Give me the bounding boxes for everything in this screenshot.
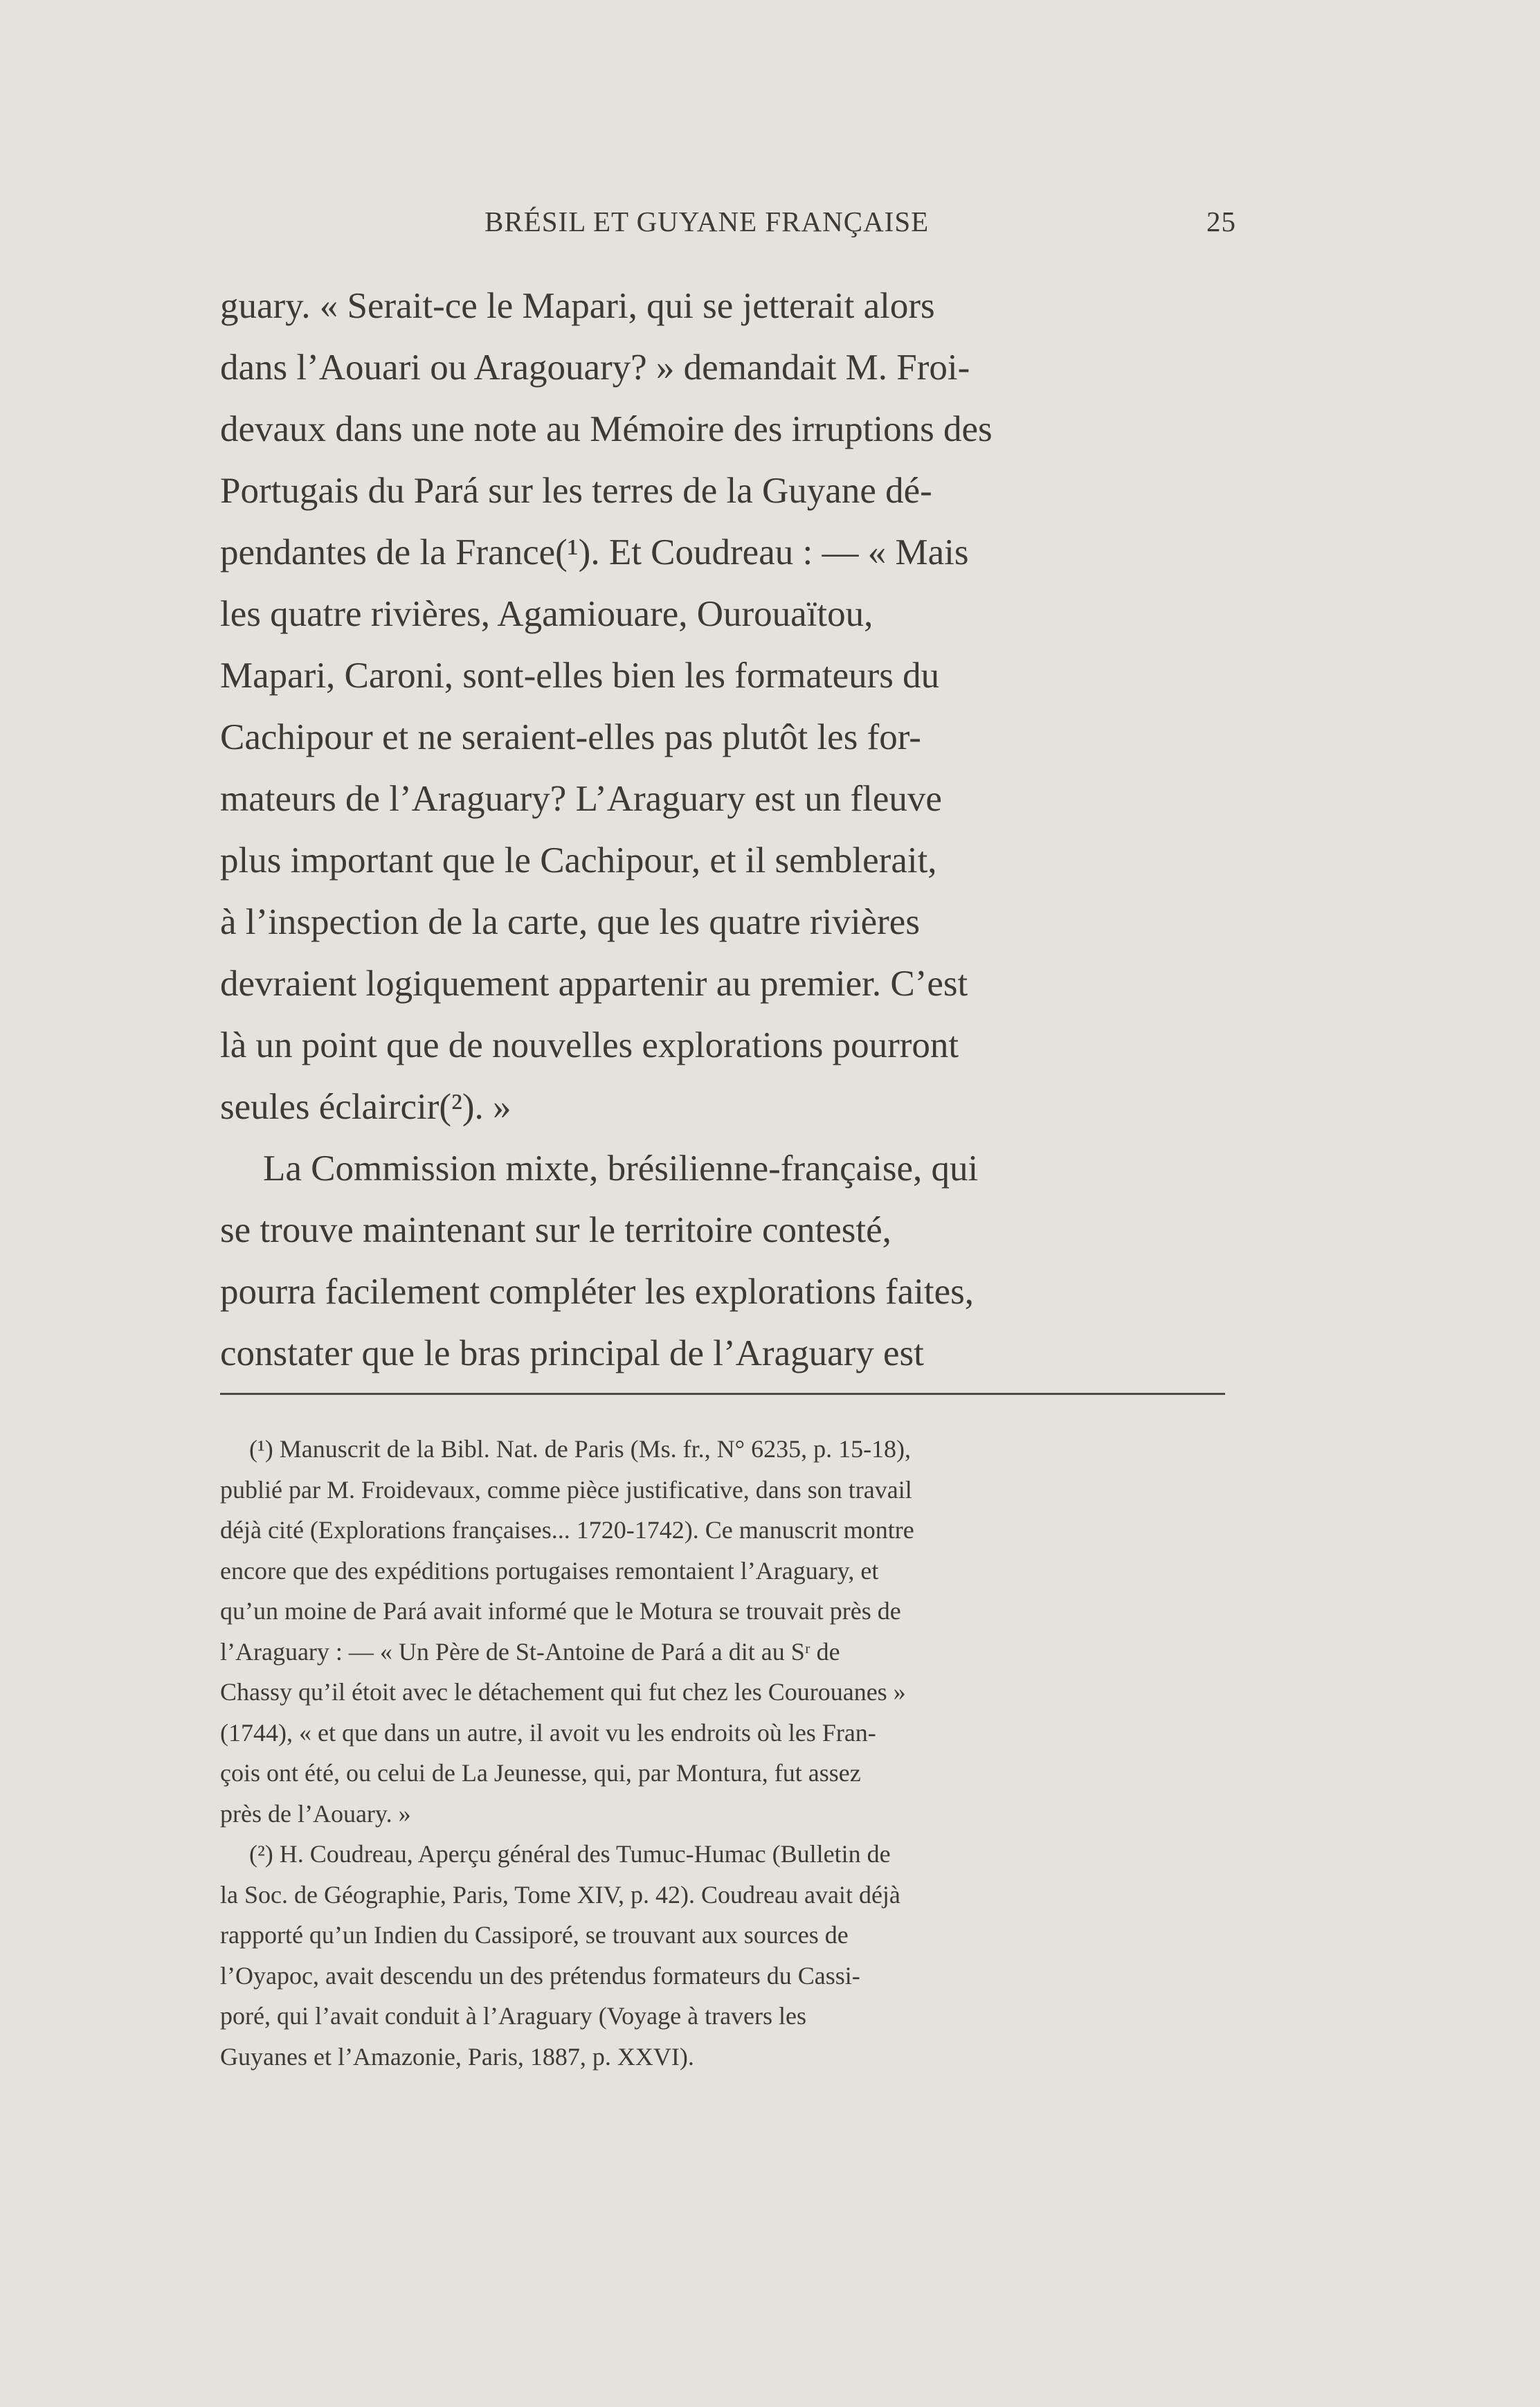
body-line: dans l’Aouari ou Aragouary? » demandait M. Froi- [220, 348, 970, 388]
footnote-line: qu’un moine de Pará avait informé que le Motura se trouvait près de [220, 1597, 901, 1625]
footnote-line: l’Araguary : — « Un Père de St-Antoine de Pará a dit au Sʳ de [220, 1637, 840, 1666]
body-line: guary. « Serait-ce le Mapari, qui se jetterait alors [220, 286, 935, 326]
footnote-line: çois ont été, ou celui de La Jeunesse, qui, par Montura, fut assez [220, 1759, 861, 1787]
footnote-line: près de l’Aouary. » [220, 1799, 411, 1828]
footnote-line: Guyanes et l’Amazonie, Paris, 1887, p. XXVI). [220, 2042, 694, 2071]
body-line: à l’inspection de la carte, que les quatre rivières [220, 902, 920, 942]
footnote-line: l’Oyapoc, avait descendu un des prétendus formateurs du Cassi- [220, 1961, 860, 1990]
footnote-line: (1744), « et que dans un autre, il avoit vu les endroits où les Fran- [220, 1718, 876, 1747]
body-line: La Commission mixte, brésilienne-française, qui [263, 1148, 979, 1189]
body-line: constater que le bras principal de l’Araguary est [220, 1333, 924, 1373]
footnote-line: poré, qui l’avait conduit à l’Araguary (Voyage à travers les [220, 2002, 807, 2030]
body-line: se trouve maintenant sur le territoire contesté, [220, 1210, 891, 1250]
footnote-line: (²) H. Coudreau, Aperçu général des Tumuc-Humac (Bulletin de [249, 1840, 891, 1868]
body-line: là un point que de nouvelles explorations pourront [220, 1025, 959, 1065]
footnote-line: publié par M. Froidevaux, comme pièce justificative, dans son travail [220, 1475, 912, 1504]
footnote-line: encore que des expéditions portugaises remontaient l’Araguary, et [220, 1556, 879, 1585]
body-line: Mapari, Caroni, sont-elles bien les formateurs du [220, 656, 940, 696]
running-title: BRÉSIL ET GUYANE FRANÇAISE [484, 206, 930, 237]
body-line: les quatre rivières, Agamiouare, Ourouaïtou, [220, 594, 873, 634]
footnote-line: la Soc. de Géographie, Paris, Tome XIV, p. 42). Coudreau avait déjà [220, 1880, 900, 1909]
body-line: devraient logiquement appartenir au premier. C’est [220, 964, 968, 1004]
footnote-line: rapporté qu’un Indien du Cassiporé, se trouvant aux sources de [220, 1921, 849, 1949]
footnotes [220, 1429, 1236, 2077]
body-line: Portugais du Pará sur les terres de la Guyane dé- [220, 471, 932, 511]
footnote-line: (¹) Manuscrit de la Bibl. Nat. de Paris (Ms. fr., N° 6235, p. 15-18), [249, 1435, 912, 1463]
page-header [220, 202, 1236, 241]
footnote-line: déjà cité (Explorations françaises... 1720-1742). Ce manuscrit montre [220, 1516, 914, 1544]
body-line: mateurs de l’Araguary? L’Araguary est un fleuve [220, 779, 942, 819]
body-line: Cachipour et ne seraient-elles pas plutôt les for- [220, 717, 921, 757]
body-line: seules éclaircir(²). » [220, 1087, 511, 1127]
body-line: pendantes de la France(¹). Et Coudreau : — « Mais [220, 532, 969, 573]
page-number: 25 [1206, 206, 1236, 237]
footnote-line: Chassy qu’il étoit avec le détachement qui fut chez les Courouanes » [220, 1678, 906, 1706]
body-line: devaux dans une note au Mémoire des irruptions des [220, 409, 993, 449]
body-line: plus important que le Cachipour, et il semblerait, [220, 840, 937, 881]
body-line: pourra facilement compléter les explorations faites, [220, 1272, 975, 1312]
footnote-divider [220, 1393, 1225, 1395]
body-text [220, 276, 1236, 1385]
